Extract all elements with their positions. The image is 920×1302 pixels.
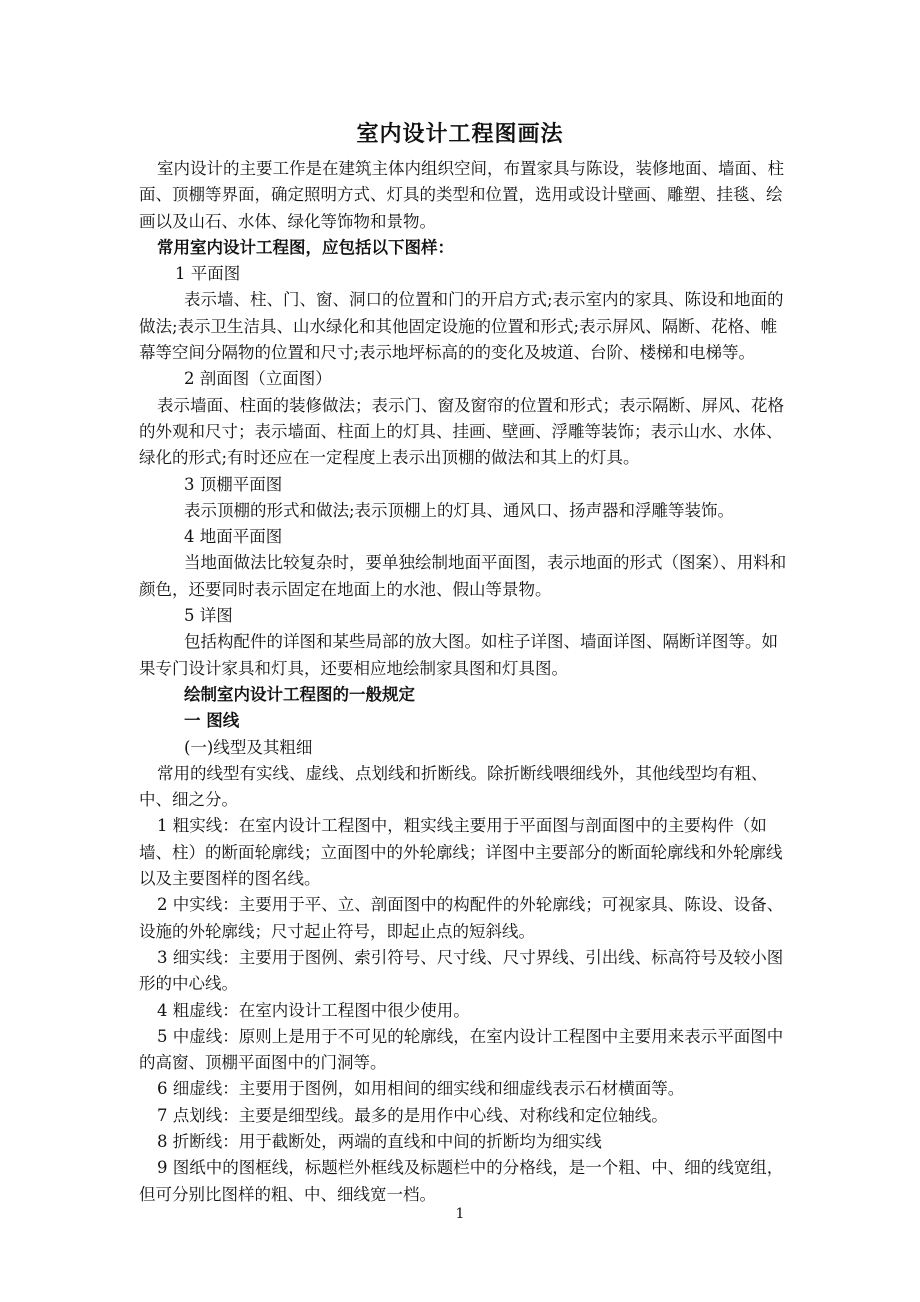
paragraph-detail: 包括构配件的详图和某些局部的放大图。如柱子详图、墙面详图、隔断详图等。如果专门设计家具和灯具，还要相应地绘制家具图和灯具图。: [139, 632, 778, 678]
item-heading-floor-plan: 1 平面图: [175, 264, 241, 284]
subheading-line-types: (一)线型及其粗细: [184, 737, 313, 757]
paragraph-section: 表示墙面、柱面的装修做法；表示门、窗及窗帘的位置和形式；表示隔断、屏风、花格的外观和尺寸；表示墙面、柱面上的灯具、挂画、壁画、浮雕等装饰；表示山水、水体、绿化的形式;有时还应在一定程度上表示出顶棚的做法和其上的灯具。: [139, 395, 784, 468]
list-item-medium-solid: 2 中实线：主要用于平、立、剖面图中的构配件的外轮廓线；可视家具、陈设、设备、设施的外轮廓线；尺寸起止符号，即起止点的短斜线。: [139, 895, 784, 941]
paragraph-intro: 室内设计的主要工作是在建筑主体内组织空间，布置家具与陈设，装修地面、墙面、柱面、顶棚等界面，确定照明方式、灯具的类型和位置，选用或设计壁画、雕塑、挂毯、绘画以及山石、水体、绿化等饰物和景物。: [139, 159, 784, 231]
section-heading-general-rules: 绘制室内设计工程图的一般规定: [184, 684, 415, 704]
section-heading-common-drawings: 常用室内设计工程图，应包括以下图样：: [157, 237, 454, 257]
page-number: 1: [455, 1206, 465, 1222]
list-item-break-line: 8 折断线：用于截断处，两端的直线和中间的折断均为细实线: [157, 1131, 602, 1151]
list-item-thin-solid: 3 细实线：主要用于图例、索引符号、尺寸线、尺寸界线、引出线、标高符号及较小图形的中心线。: [139, 947, 784, 994]
page-title: 室内设计工程图画法: [356, 121, 564, 147]
paragraph-line-types: 常用的线型有实线、虚线、点划线和折断线。除折断线喂细线外，其他线型均有粗、中、细之分。: [139, 763, 768, 810]
paragraph-floor-plan: 表示墙、柱、门、窗、洞口的位置和门的开启方式;表示室内的家具、陈设和地面的做法;表示卫生洁具、山水绿化和其他固定设施的位置和形式;表示屏风、隔断、花格、帷幕等空间分隔物的位置和尺寸;表示地坪标高的的变化及坡道、台阶、楼梯和电梯等。: [139, 290, 784, 363]
list-item-medium-dashed: 5 中虚线：原则上是用于不可见的轮廓线，在室内设计工程图中主要用来表示平面图中的高窗、顶棚平面图中的门洞等。: [139, 1026, 784, 1073]
item-heading-detail: 5 详图: [184, 606, 233, 626]
item-heading-section: 2 剖面图（立面图）: [184, 369, 332, 389]
item-heading-ground-plan: 4 地面平面图: [184, 527, 283, 547]
list-item-dot-dash: 7 点划线：主要是细型线。最多的是用作中心线、对称线和定位轴线。: [157, 1105, 668, 1125]
item-heading-ceiling-plan: 3 顶棚平面图: [184, 474, 283, 494]
paragraph-ceiling-plan: 表示顶棚的形式和做法;表示顶棚上的灯具、通风口、扬声器和浮雕等装饰。: [184, 500, 735, 520]
list-item-frame-lines: 9 图纸中的图框线，标题栏外框线及标题栏中的分格线，是一个粗、中、细的线宽组，但可分别比图样的粗、中、细线宽一档。: [139, 1158, 784, 1204]
list-item-thick-dashed: 4 粗虚线：在室内设计工程图中很少使用。: [157, 1000, 470, 1020]
paragraph-ground-plan: 当地面做法比较复杂时，要单独绘制地面平面图，表示地面的形式（图案）、用料和颜色，还要同时表示固定在地面上的水池、假山等景物。: [139, 553, 787, 599]
list-item-thick-solid: 1 粗实线：在室内设计工程图中，粗实线主要用于平面图与剖面图中的主要构件（如墙、柱）的断面轮廓线；立面图中的外轮廓线；详图中主要部分的断面轮廓线和外轮廓线以及主要图样的图名线。: [139, 816, 783, 889]
section-heading-lines: 一 图线: [184, 711, 240, 731]
list-item-thin-dashed: 6 细虚线：主要用于图例，如用相间的细实线和细虚线表示石材横面等。: [157, 1079, 685, 1099]
document-body: [139, 156, 787, 1208]
